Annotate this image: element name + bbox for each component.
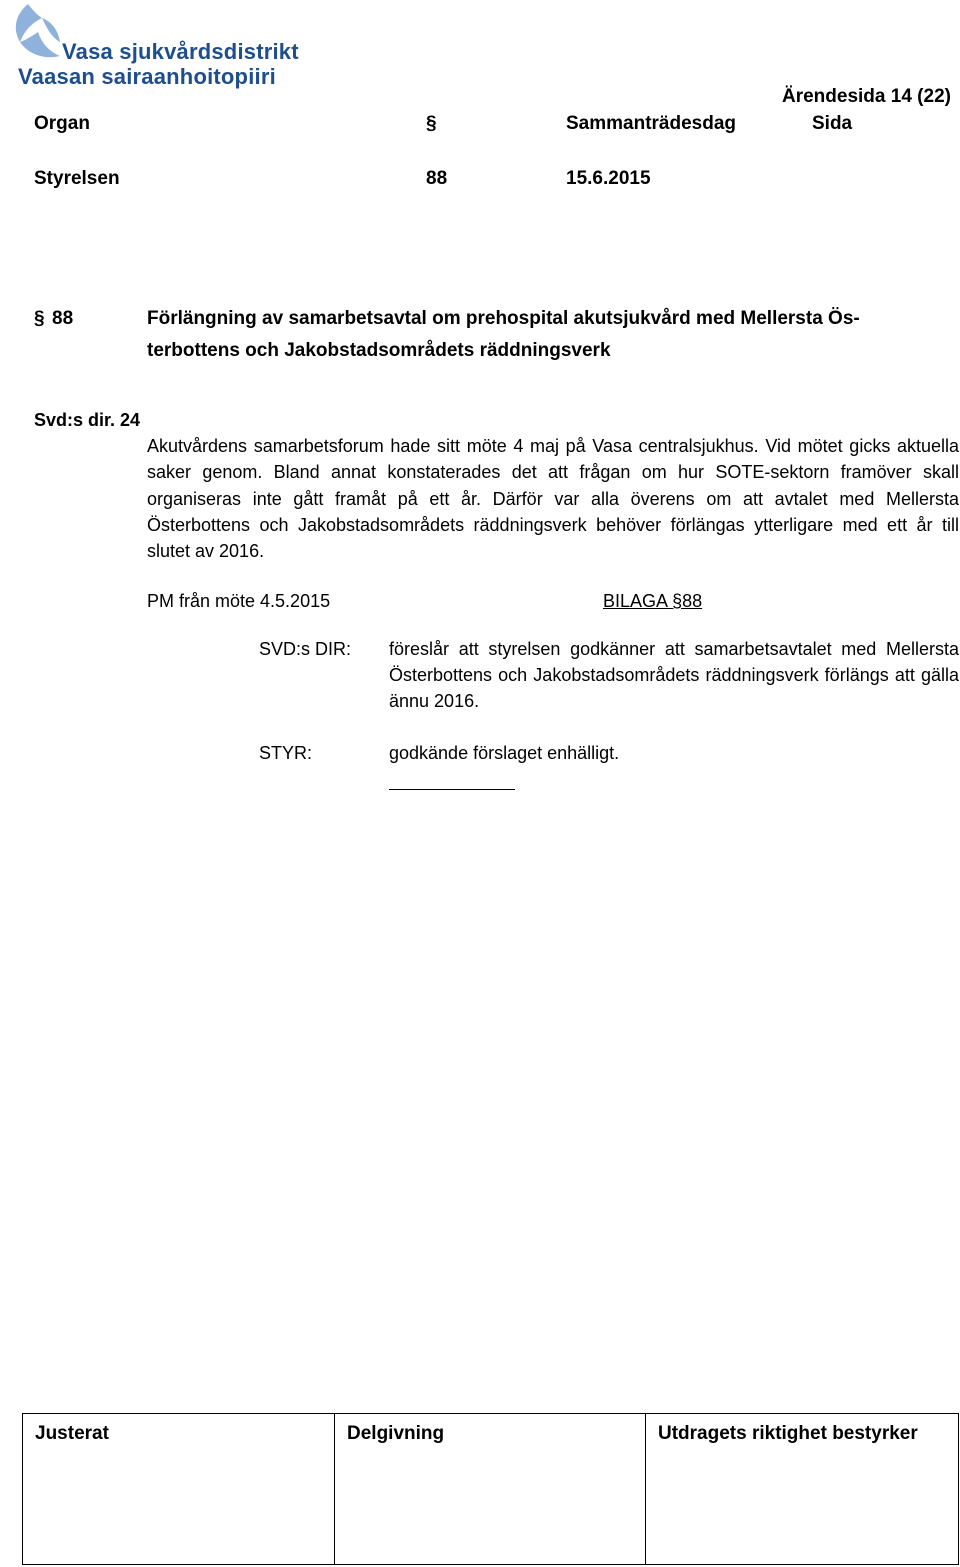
header-organ-value: Styrelsen [34, 168, 120, 189]
decision-text: godkände förslaget enhälligt. [389, 743, 620, 763]
footer-utdrag-label: Utdragets riktighet bestyrker [658, 1423, 918, 1444]
item-title-line1: Förlängning av samarbetsavtal om prehospital akutsjukvård med Mellersta Ös- [147, 308, 860, 329]
attachment-label: BILAGA [603, 591, 668, 611]
decision-label: STYR: [259, 743, 313, 763]
memo-reference: PM från möte 4.5.2015 [147, 591, 331, 611]
footer-cell-justerat [23, 1414, 334, 1564]
footer-delgivning-label: Delgivning [347, 1423, 445, 1444]
header-page-label: Sida [812, 113, 853, 134]
page-label: Ärendesida 14 (22) [782, 86, 951, 107]
footer-cell-delgivning [334, 1414, 646, 1564]
header-date-value: 15.6.2015 [566, 168, 651, 189]
logo-mark-icon [6, 2, 66, 66]
header-section-value: 88 [426, 168, 448, 189]
footer-justerat-label: Justerat [35, 1423, 109, 1444]
footer-cell-utdrag [645, 1414, 957, 1564]
preparer-ref: Svd:s dir. 24 [34, 410, 141, 430]
end-rule [389, 789, 515, 790]
header-organ-label: Organ [34, 113, 90, 134]
footer-table [22, 1413, 959, 1565]
proposal-label: SVD:s DIR: [259, 639, 352, 659]
item-section-symbol: § [34, 308, 45, 329]
header-date-label: Sammanträdesdag [566, 113, 737, 134]
item-number: 88 [52, 308, 74, 329]
logo-text-finnish: Vaasan sairaanhoitopiiri [18, 64, 276, 89]
logo-text-swedish: Vasa sjukvårdsdistrikt [62, 39, 299, 64]
attachment-section-symbol: § [672, 591, 683, 611]
header-section-symbol: § [426, 113, 437, 134]
proposal-text: föreslår att styrelsen godkänner att samarbetsavtalet med Mellersta Österbottens och Jakobstadsområdets räddningsverk förlängs att gälla ännu 2016. [389, 639, 959, 711]
attachment-link[interactable] [603, 588, 702, 614]
attachment-number: 88 [682, 591, 703, 611]
body-paragraph: Akutvårdens samarbetsforum hade sitt möte 4 maj på Vasa centralsjukhus. Vid mötet gicks aktuella saker genom. Bland annat konstaterades det att frågan om hur SOTE-sektorn framöver skall organiseras inte gått framåt på ett år. Därför var alla överens om att avtalet med Mellersta Österbottens och Jakobstadsområdets räddningsverk behöver förlängas ytterligare med ett år till slutet av 2016. [147, 436, 959, 562]
item-title-line2: terbottens och Jakobstadsområdets räddningsverk [147, 340, 611, 361]
